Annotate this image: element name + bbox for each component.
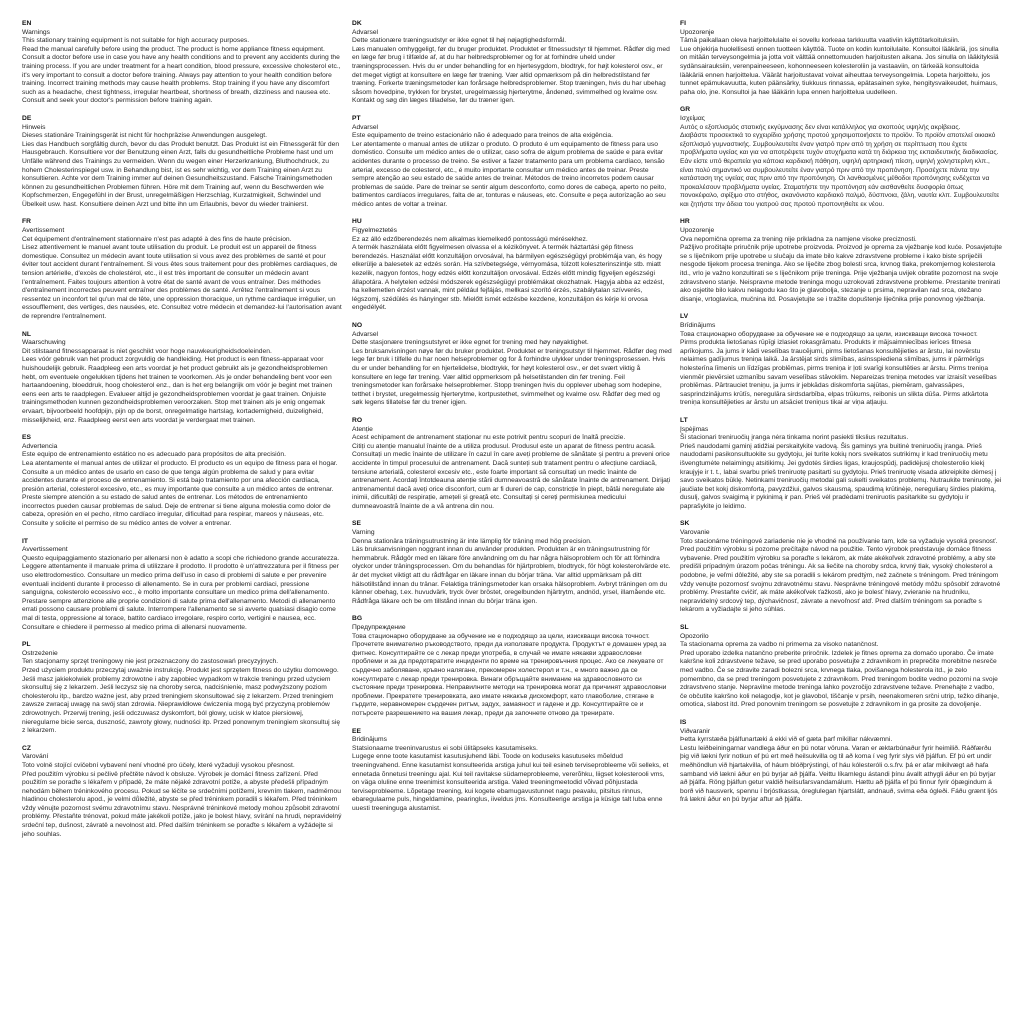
warning-text: Ta stacionarna oprema za vadbo ni primerna za visoko natančnost. Pred uporabo izdelka natančno preberite priročnik. Izdelek je fitnes oprema za domačo uporabo. Če imate kakršne koli zdravstvene težave, se pred uporabo posvetujte z zdravnikom in preprečite morebitne nesreče med vadbo. Če se zdravite zaradi bolezni srca, krvnega tlaka, povišanega holesterola itd., je zelo pomembno, da se pred treningom posvetujete z zdravnikom. Pred treningom bodite vedno pozorni na svoje zdravstveno stanje. Nepravilne metode treninga lahko povzročijo zdravstvene težave. Prenehajte z vadbo, če občutite kakršno koli nelagodje, kot je glavobol, tiščanje v prsih, neenakomeren srčni utrip, težko dihanje, omotica, slabost itd. Pred ponovnim treningom se posvetujte z zdravnikom in ga prosite za dovoljenje.	[680, 641, 999, 709]
warning-section-en	[22, 20, 342, 106]
language-code: BG	[352, 615, 363, 623]
language-code: LV	[680, 313, 689, 321]
warning-section-es	[22, 434, 342, 529]
warning-text: Denna stationära träningsutrustning är inte lämplig för träning med hög precision. Läs bruksanvisningen noggrant innan du använder produkten. Produkten är en träningsutrustning för hemmabruk. Rådgör med en läkare före användning om du har några hälsoproblem och för att förhindra olyckor under träningsprocessen. Om du behandlas för hjärtproblem, blodtryck, för högt kolesterolvärde etc. är det mycket viktigt att du rådfrågar en läkare innan du börjar träna. Var alltid uppmärksam på ditt hälsotillstånd innan du tränar. Felaktiga träningsmetoder kan orsaka hälsoproblem. Avbryt träningen om du känner obehag, t.ex. huvudvärk, tryck över bröstet, oregelbunden hjärtrytm, andnöd, yrsel, illamående etc. Rådfråga läkare och be om tillstånd innan du börjar träna igen.	[352, 537, 671, 605]
warning-heading: Advarsel	[352, 28, 379, 36]
warning-text: Tämä paikallaan oleva harjoittelulaite ei sovellu korkeaa tarkkuutta vaativiin käyttötarkoituksiin. Lue ohjekirja huolellisesti ennen tuotteen käyttöä. Tuote on kodin kuntoilulaite. Konsultoi lääkäriä, jos sinulla on mitään terveysongelmia ja jotta voit välttää onnettomuuden harjoitusten aikana. Jos sinulla on lääkityksiä sydänsairauksiin, verenpaineeseen, kohonneeseen kolesteroliin ja vastaaviin, on tärkeää konsultoida lääkäriä ennen harjoittelua. Väärät harjoitustavat voivat aiheuttaa terveysongelmia. Lopeta harjoittelu, jos tunnet epämukavuutta, kuten päänsärky, tiukkuus rinnassa, epätasainen syke, hengitysvaikeudet, huimaus, paha olo, jne. Konsultoi ja hae lääkärin lupa ennen harjoittelua uudelleen.	[680, 37, 999, 96]
language-code: PL	[22, 641, 31, 649]
warning-text: Dette stationære træningsudstyr er ikke egnet til høj nøjagtighedsformål. Læs manualen omhyggeligt, før du bruger produktet. Produktet er fitnessudstyr til hjemmet. Rådfør dig med en læge før brug i tilfælde af, at du har helbredsproblemer og for at forhindre uheld under træningsprocessen. Hvis du er under behandling for en hjertesygdom, blodtryk, for højt kolesterol osv., er det meget vigtigt at konsultere en læge før træning. Vær altid opmærksom på din helbredstilstand før træning. Forkerte træningsmetoder kan forårsage helbredsproblemer. Stop træningen, hvis du har ubehag såsom hovedpine, trykken for brystet, uregelmæssig hjerterytme, åndenød, svimmelhed og kvalme osv. Kontakt og søg din læges tilladelse, før du træner igen.	[352, 37, 670, 105]
warning-section-gr	[680, 106, 1002, 209]
column-right	[680, 20, 1002, 814]
warning-heading: Avertissement	[22, 227, 65, 235]
warning-section-it	[22, 538, 342, 633]
warning-section-dk	[352, 20, 672, 106]
warning-text: Ova nepomična oprema za trening nije prikladna za namjene visoke preciznosti. Pažljivo pročitajte priručnik prije upotrebe proizvoda. Proizvod je oprema za vježbanje kod kuće. Posavjetujte se s liječnikom prije upotrebe u slučaju da imate bilo kakve zdravstvene probleme i kako biste spriječili nesgode tijekom procesa treninga. Ako se liječite zbog bolesti srca, krvnog tlaka, prekomjernog kolesterola itd., vrlo je važno konzultirati se s liječnikom prije treninga. Prije vježbanja uvijek obratite pozornost na svoje zdravstveno stanje. Neispravne metode treninga mogu uzrokovati zdravstvene probleme. Prestanite trenirati ako osjetite bilo kakvu nelagodu kao što je glavobolja, stezanje u prsima, nepravilan rad srca, otežano disanje, vrtoglavica, mučnina itd. Posavjetujte se i tražite dopuštenje liječnika prije ponovnog vježbanja.	[680, 235, 1002, 303]
warning-heading: Waarschuwing	[22, 339, 66, 347]
warning-section-bg	[352, 615, 672, 718]
warning-heading: Atenție	[352, 425, 373, 433]
warning-section-hu	[352, 218, 672, 313]
language-code: NL	[22, 330, 31, 338]
warning-text: This stationary training equipment is not suitable for high accuracy purposes. Read the manual carefully before using the product. The product is home appliance fitness equipment. Consult a doctor before use in case you have any health conditions and to prevent any accidents during the training process. If you are under treatment for a heart condition, blood pressure, excessive cholesterol etc., it's very important to consult a doctor before training. Always pay attention to your health condition before training. Incorrect training methods may cause health problems. Stop training if you have any discomfort such as a headache, chest tightness, irregular heartbeat, shortness of breath, dizziness and nausea etc. Consult and seek your doctor's permission before training again.	[22, 37, 341, 105]
language-code: SL	[680, 624, 689, 631]
language-code: HU	[352, 218, 362, 226]
warning-section-fr	[22, 218, 342, 321]
warning-heading: Figyelmeztetés	[352, 227, 397, 235]
warning-text: Това стационарно оборудване за обучение не е подходящо за цели, изискващи висока точност. Pirms produkta lietošanas rūpīgi izlasiet rokasgrāmatu. Produkts ir mājsaimniecības ierīces fitnesa aprīkojums. Ja jums ir kādi veselības traucējumi, pirms lietošanas konsultējieties ar ārstu, lai novērstu nelaimes gadījumus treniņa laikā. Ja ārstējat sirds slimības, asinsspiediena slimības, jums ir pārmērīgs holesterīna līmenis un līdzīgas problēmas, pirms treniņa ir ļoti svarīgi konsultēties ar ārstu. Pirms treniņa vienmēr pievērsiet uzmanību savam veselības stāvoklim. Nepareizas treniņa metodes var izraisīt veselības problēmas. Pārtrauciet treniņu, ja jums ir jebkādas diskomforta sajūtas, piemēram, galvassāpes, sasprindzinājums krūtīs, neregulāra sirdsdarbība, elpas trūkums, reibonis un slikta dūša. Pirms atkārtota treniņa konsultējieties ar ārstu un atsāciet treniņus tikai ar viņa atļauju.	[680, 330, 997, 407]
warning-heading: Bridinājums	[352, 736, 387, 744]
warning-section-sk	[680, 520, 1002, 615]
warning-heading: Advarsel	[352, 123, 379, 131]
language-code: SE	[352, 520, 361, 528]
column-middle	[352, 20, 672, 822]
warning-heading: Hinweis	[22, 123, 46, 131]
warning-text: Toto volně stojící cvičební vybavení není vhodné pro účely, které vyžadují vysokou přesnost. Před použitím výrobku si pečlivě přečtěte návod k obsluze. Výrobek je domácí fitness zařízení. Před použitím se poraďte s lékařem v případě, že máte nějaké zdravotní potíže, a abyste předešli případným nehodám během tréninkového procesu. Pokud se léčíte se srdečními potížemi, krevním tlakem, nadměrnou hladinou cholesterolu apod., je velmi důležité, abyste se před tréninkem poradili s lékařem. Před tréninkem vždy věnujte pozornost svému zdravotnímu stavu. Nesprávné tréninkové metody mohou způsobit zdravotní problémy. Přestaňte trénovat, pokud máte jakékoli potíže, jako je bolest hlavy, svírání na hrudi, nepravidelný srdeční tep, dušnost, závratě a nevolnost atd. Před dalším tréninkem se poraďte s lékařem a vyžádejte si jeho souhlas.	[22, 761, 342, 838]
warning-section-lt	[680, 417, 1002, 512]
warning-text: Dette stasjonære treningsutstyret er ikke egnet for trening med høy nøyaktighet. Les bruksanvisningen nøye før du bruker produktet. Produktet er treningsutstyr til hjemmet. Rådfør deg med lege før bruk i tilfelle du har noen helseproblemer og for å forhindre ulykker under treningsprosessen. Hvis du er under behandling for en hjertelidelse, blodtrykk, for høyt kolesterol osv., er det svært viktig å konsultere en lege før trening. Vær alltid oppmerksom på helsetilstanden din før trening. Feil treningsmetoder kan forårsake helseproblemer. Stopp treningen hvis du opplever ubehag som hodepine, tetthet i brystet, uregelmessig hjerterytme, kortpustethet, svimmelhet og kvalme osv. Rådfør deg med og søk legens tillatelse før du trener igjen.	[352, 339, 672, 407]
warning-text: Ši stacionari treniruočių įranga nėra tinkama norint pasiekti tikslius rezultatus. Prieš naudodami gaminį atidžiai perskaitykite vadovą. Šis gaminys yra buitinė treniruočių įranga. Prieš naudodami pasikonsultuokite su gydytoju, jei turite kokių nors sveikatos sutrikimų ir kad treniruočių metu išvengtumėte nelaimingų atsitikimų. Jei gydotės širdies ligas, kraujospūdį, padidėjusį cholesterolio kiekį kraujyje ir t. t., labai svarbu prieš treniruotę pasitarti su gydytoju. Prieš treniruotę visada atkreipkite dėmesį į savo sveikatos būklę. Netinkami treniruočių metodai gali sukelti sveikatos problemų. Nutraukite treniruotę, jei jaučiate bet kokį diskomfortą, pavyzdžiui, galvos skausmą, spaudimą krūtinėje, nereguliarų širdies plakimą, dusulį, galvos svaigimą ir pykinimą ir pan. Prieš vėl pradėdami treniruotis pasitarkite su gydytoju ir paprašykite jo leidimo.	[680, 434, 1002, 510]
warning-section-hr	[680, 218, 1002, 304]
warning-text: Dieses stationäre Trainingsgerät ist nicht für hochpräzise Anwendungen ausgelegt. Lies das Handbuch sorgfältig durch, bevor du das Produkt benutzt. Das Produkt ist ein Fitnessgerät für den Hausgebrauch. Konsultiere vor der Benutzung einen Arzt, falls du gesundheitliche Probleme hast und um Unfälle während des Trainings zu vermeiden. Wenn du wegen einer Herzerkrankung, Bluthochdruck, zu hohem Cholesterinspiegel usw. in Behandlung bist, ist es sehr wichtig, vor dem Training einen Arzt zu konsultieren. Achte vor dem Training immer auf deinen Gesundheitszustand. Falsche Trainingsmethoden können zu gesundheitlichen Problemen führen. Höre mit dem Training auf, wenn du Beschwerden wie Kopfschmerzen, Engegefühl in der Brust, unregelmäßigen Herzschlag, Kurzatmigkeit, Schwindel und Übelkeit usw. hast. Konsultiere deinen Arzt und bitte ihn um Erlaubnis, bevor du wieder trainierst.	[22, 132, 340, 208]
warning-section-de	[22, 115, 342, 210]
warning-section-lv	[680, 313, 1002, 408]
warning-text: Questo equipaggiamento stazionario per allenarsi non è adatto a scopi che richiedono grande accuratezza. Leggere attentamente il manuale prima di utilizzare il prodotto. Il prodotto è un'attrezzatura per il fitness per uso elettrodomestico. Consultare un medico prima dell'uso in caso di problemi di salute e per prevenire eventuali incidenti durante il processo di allenamento. Se in cura per problemi cardiaci, pressione sanguigna, colesterolo eccessivo ecc., è molto importante consultare un medico prima dell'allenamento. Prestare sempre attenzione alle proprie condizioni di salute prima dell'allenamento. Metodi di allenamento errati possono causare problemi di salute. Interrompere l'allenamento se si avverte qualsiasi disagio come mal di testa, oppressione al torace, battito cardiaco irregolare, respiro corto, vertigini e nausea, ecc. Consultare e chiedere il permesso al medico prima di allenarsi nuovamente.	[22, 554, 340, 631]
column-left	[22, 20, 342, 848]
warning-heading: Warnings	[22, 28, 50, 36]
language-code: CZ	[22, 744, 31, 752]
warning-heading: Varovanie	[680, 529, 710, 537]
warning-text: Dit stilstaand fitnessapparaat is niet geschikt voor hoge nauwkeurigheidsdoeleinden. Lees vóór gebruik van het product zorgvuldig de handleiding. Het product is een fitness-apparaat voor huishoudelijk gebruik. Raadpleeg een arts voordat je het product gebruikt als je gezondheidsproblemen hebt, om eventuele ongelukken tijdens het trainen te voorkomen. Als je onder behandeling bent voor een hartaandoening, bloeddruk, hoog cholesterol enz., dan is het erg belangrijk om vóór je begint met trainen eens een arts te raadplegen. Evalueer altijd je gezondheidsproblemen voordat je gaat trainen. Onjuiste trainingsmethoden kunnen gezondheidsproblemen veroorzaken. Stop met trainen als je enig ongemak ervaart, bijvoorbeeld hoofdpijn, pijn op de borst, onregelmatige hartslag, kortademigheid, duizeligheid, misselijkheid, enz. Raadpleeg eerst een arts voordat je verdergaat met trainen.	[22, 347, 333, 424]
warning-text: Cet équipement d'entraînement stationnaire n'est pas adapté à des fins de haute précision. Lisez attentivement le manuel avant toute utilisation du produit. Le produit est un appareil de fitness domestique. Consultez un médecin avant toute utilisation si vous avez des problèmes de santé et pour éviter tout accident durant l'entraînement. Si vous êtes sous traitement pour des problèmes cardiaques, de tension artérielle, d'excès de cholestérol, etc., il est très important de consulter un médecin avant l'entraînement. Faites toujours attention à votre état de santé avant de vous entraîner. Des méthodes d'entraînement incorrectes peuvent entraîner des problèmes de santé. Arrêtez l'entraînement si vous ressentez un inconfort tel qu'un mal de tête, une oppression thoracique, un rythme cardiaque irrégulier, un essoufflement, des vertiges, des nausées, etc. Consultez votre médecin et demandez-lui l'autorisation avant de reprendre l'entraînement.	[22, 235, 342, 320]
warning-section-fi	[680, 20, 1002, 97]
warning-section-cz	[22, 745, 342, 840]
warning-section-sl	[680, 624, 1002, 710]
language-code: EN	[22, 20, 32, 27]
warning-heading: Предупреждение	[352, 624, 406, 631]
warning-heading: Advarsel	[352, 330, 379, 338]
language-code: IT	[22, 537, 28, 545]
warning-heading: Opozorilo	[680, 632, 709, 640]
warning-text: Este equipamento de treino estacionário não é adequado para treinos de alta exigência. Ler atentamente o manual antes de utilizar o produto. O produto é um equipamento de fitness para uso doméstico. Consulte um médico antes de o utilizar, caso sofra de algum problema de saúde e para evitar acidentes durante o processo de treino. Se estiver a fazer tratamento para um problema cardíaco, tensão arterial, excesso de colesterol, etc., é muito importante consultar um médico antes de treinar. Preste sempre atenção ao seu estado de saúde antes de treinar. Métodos de treino incorretos podem causar problemas de saúde. Pare de treinar se sentir algum desconforto, como dores de cabeça, aperto no peito, batimentos cardíacos irregulares, falta de ar, tonturas e náuseas, etc. Consulte e peça autorização ao seu médico antes de voltar a treinar.	[352, 132, 667, 208]
warning-section-pt	[352, 115, 672, 210]
language-code: PT	[352, 114, 361, 122]
warning-section-nl	[22, 331, 342, 426]
warning-heading: Viðvaranir	[680, 727, 710, 735]
warning-section-is	[680, 719, 1002, 805]
warning-text: Este equipo de entrenamiento estático no es adecuado para propósitos de alta precisión. Lea atentamente el manual antes de utilizar el producto. El producto es un equipo de fitness para el hogar. Consulte a un médico antes de usarlo en caso de que tenga algún problema de salud y para evitar accidentes durante el proceso de entrenamiento. Si está bajo tratamiento por una afección cardíaca, presión arterial, colesterol excesivo, etc., es muy importante que consulte a un médico antes de entrenar. Preste siempre atención a su estado de salud antes de entrenar. Los métodos de entrenamiento incorrectos pueden causar problemas de salud. Deje de entrenar si tiene alguna molestia como dolor de cabeza, opresión en el pecho, ritmo cardíaco irregular, dificultad para respirar, mareos y náuseas, etc. Consulte y solicite el permiso de su médico antes de volver a entrenar.	[22, 451, 338, 528]
warning-text: Αυτός ο εξοπλισμός στατικής εκγύμνασης δεν είναι κατάλληλος για σκοπούς υψηλής ακρίβειας. Διαβάστε προσεκτικά το εγχειρίδιο χρήσης προτού χρησιμοποιήσετε το προϊόν. Το προϊόν αποτελεί οικιακό εξοπλισμό γυμναστικής. Συμβουλευτείτε έναν γιατρό πριν από τη χρήση σε περίπτωση που έχετε προβλήματα υγείας και για να αποτρέψετε τυχόν ατυχήματα κατά τη διάρκεια της εκπαιδευτικής διαδικασίας. Εάν είστε υπό θεραπεία για κάποια καρδιακή πάθηση, υψηλή αρτηριακή πίεση, υψηλή χοληστερίνη κλπ., είναι πολύ σημαντικό να συμβουλευτείτε έναν γιατρό πριν από την προπόνηση. Προσέχετε πάντα την κατάσταση της υγείας σας πριν από την προπόνηση. Οι λανθασμένες μέθοδοι προπόνησης ενδέχεται να προκαλέσουν προβλήματα υγείας. Σταματήστε την προπόνηση εάν αισθανθείτε δυσφορία όπως πονοκέφαλο, σφίξιμο στο στήθος, ακανόνιστο καρδιακό παλμό, δύσπνοια, ζάλη, ναυτία κλπ. Συμβουλευτείτε και ζητήστε την άδεια του γιατρού σας προτού προπονηθείτε εκ νέου.	[680, 123, 1000, 208]
language-code: ES	[22, 434, 31, 442]
language-code: EE	[352, 727, 361, 735]
warning-heading: Įspėjimas	[680, 425, 709, 433]
warning-section-ro	[352, 417, 672, 512]
warning-heading: Brīdinājums	[680, 322, 716, 329]
language-code: DK	[352, 20, 362, 27]
language-code: FI	[680, 20, 686, 27]
warning-text: Ten stacjonarny sprzęt treningowy nie jest przeznaczony do zastosowań precyzyjnych. Przed użyciem produktu przeczytaj uważnie instrukcję. Produkt jest sprzętem fitness do użytku domowego. Jeśli masz jakiekolwiek problemy zdrowotne i aby zapobiec wypadkom w trakcie treningu przed użyciem skonsultuj się z lekarzem. Jeśli leczysz się na choroby serca, nadciśnienie, masz podwyższony poziom cholesterolu itp., bardzo ważne jest, aby przed treningiem skonsultować się z lekarzem. Przed treningiem zawsze zwracaj uwagę na swój stan zdrowia. Nieprawidłowe ćwiczenia mogą być przyczyną problemów zdrowotnych. Przerwij trening, jeśli odczuwasz dyskomfort, ból głowy, ucisk w klatce piersiowej, nieregularne bicie serca, duszność, zawroty głowy, nudności itp. Przed ponownym treningiem skonsultuj się z lekarzem.	[22, 658, 341, 735]
warning-text: Toto stacionárne tréningové zariadenie nie je vhodné na používanie tam, kde sa vyžaduje vysoká presnosť. Pred použitím výrobku si pozorne prečítajte návod na použitie. Tento výrobok predstavuje domáce fitness vybavenie. Pred použitím výrobku sa poraďte s lekárom, ak máte akékoľvek zdravotné problémy, a aby ste predišli prípadným úrazom počas tréningu. Ak sa liečite na choroby srdca, krvný tlak, vysoký cholesterol a podobne, je veľmi dôležité, aby ste sa poradili s lekárom predtým, než začnete s tréningom. Pred tréningom vždy venujte pozornosť svojmu zdravotnému stavu. Nesprávne tréningové metódy môžu spôsobiť zdravotné problémy. Prestaňte cvičiť, ak máte akékoľvek ťažkosti, ako je bolesť hlavy, zvieranie na hrudníku, nepravidelný srdcový tep, dýchavičnosť, závrate a nevoľnosť atď. Pred ďalším tréningom sa poraďte s lekárom a vyžiadajte si jeho súhlas.	[680, 537, 1001, 614]
language-code: GR	[680, 106, 691, 114]
language-code: FR	[22, 218, 31, 226]
warning-heading: Ισχείμας	[680, 114, 705, 122]
warning-text: Ez az álló edzőberendezés nem alkalmas kiemelkedő pontosságú mérésekhez. A termék használata előtt figyelmesen olvassa el a kézikönyvet. A termék háztartási gép fitness berendezés. Használat előtt konzultáljon orvosával, ha bármilyen egészségügyi problémája van, és hogy elkerülje a balesetek az edzés során. Ha szívbetegsége, vérnyomása, túlzott koleszterinszintje stb. miatt kezelik, nagyon fontos, hogy edzés előtt konzultáljon orvosával. Edzés előtt mindig figyeljen egészségi állapotára. A helytelen edzési módszerek egészségügyi problémákat okozhatnak. Hagyja abba az edzést, ha kellemetlen érzést vannak, mint például fejfájás, mellkasi szorító érzés, szabálytalan szívverés, légszomj, szédülés és hányinger stb. Mielőtt ismét edzésbe kezdene, konzultáljon és kérje ki orvosa engedélyét.	[352, 235, 665, 312]
language-code: IS	[680, 718, 687, 726]
warning-text: Statsionaarne treeninvarustus ei sobi ülitäpseks kasutamiseks. Lugege enne toote kasutamist kasutusjuhend läbi. Toode on koduseks kasutuseks mõeldud treeningvahend. Enne kasutamist konsulteerida arstiga juhul kui teil esineb terviseprobleeme või selleks, et ennetada õnnetusi treeningu ajal. Kui teil ravitakse südameprobleeme, vererõhku, liigset kolesterooli vms, on väga oluline enne treenimist konsulteerida arstiga. Valed treeningmeetodid võivad põhjustada terviseprobleeme. Lõpetage treening, kui kogete ebamugavustunnet nagu peavalu, pitsitus rinnus, ebaregulaarne puls, hingeldamine, pearinglus, iiveldus jms. Konsulteerige arstiga ja küsige talt luba enne uuesti treeninguga alustamist.	[352, 744, 669, 812]
warning-heading: Varning	[352, 529, 375, 537]
language-code: SK	[680, 520, 690, 528]
warning-section-pl	[22, 641, 342, 736]
language-code: RO	[352, 416, 363, 424]
warning-heading: Upozorenje	[680, 227, 715, 235]
language-code: NO	[352, 322, 363, 329]
warning-heading: Advertencia	[22, 442, 58, 450]
language-code: LT	[680, 416, 688, 424]
warning-heading: Varování	[22, 753, 49, 761]
language-code: HR	[680, 218, 690, 226]
warning-section-ee	[352, 728, 672, 814]
warning-section-no	[352, 322, 672, 408]
warning-text: Acest echipament de antrenament staționar nu este potrivit pentru scopuri de înaltă precizie. Citiți cu atenție manualul înainte de a utiliza produsul. Produsul este un aparat de fitness pentru acasă. Consultați un medic înainte de utilizare în cazul în care aveți probleme de sănătate și pentru a preveni orice accidente în timpul procesului de antrenament. Dacă sunteți sub tratament pentru o afecțiune cardiacă, tensiune arterială, colesterol excesiv etc., este foarte important să consultați un medic înainte de antrenament. Acordați întotdeauna atenție stării dumneavoastră de sănătate înainte de antrenament. Dirijați antrenamentul dacă aveți orice disconfort, cum ar fi dureri de cap, constricție în piept, bătăi neregulate ale inimii, dificultăți de respirație, amețeli și greață etc. Consultați și cereți permisiunea medicului dumneavoastră înainte de a vă antrena din nou.	[352, 434, 671, 510]
warning-heading: Ostrzeżenie	[22, 649, 58, 657]
warning-text: Þetta kyrrstæða þjálfunartæki á ekki við ef gæta þarf mikillar nákvæmni. Lestu leiðbeiningarnar vandlega áður en þú notar vöruna. Varan er æktarbúnaður fyrir heimilið. Ráðfærðu þig við lækni fyrir notkun ef þú ert með heilsukvilla og til að koma í veg fyrir slys við þjálfun. Ef þú ert undir meðhöndlun við hjartakvilla, of háum blóðþrýstingi, of háu kólesteróli o.s.frv. þá er afar mikilvægt að hafa samband við lækni áður en þú byrjar að þjálfa. Veittu líkamlegu ástandi þínu ávallt athygli áður en þú byrjar að þjálfa. Röng þjálfun getur valdið heilsufarsvandamálum. Hættu að þjálfa ef þú finnur fyrir óþægindum á borð við hausverk, spennu í brjóstkassa, óreglulegan hjartslátt, andnauð, svima eða ógleði. Fáðu grænt ljós frá lækni áður en þú byrjar aftur að þjálfa.	[680, 736, 998, 804]
warning-section-se	[352, 520, 672, 606]
warning-text: Това стационарно оборудване за обучение не е подходящо за цели, изискващи висока точност. Прочетете внимателно ръководството, преди да използвате продукта. Продуктът е домашен уред за фитнес. Консултирайте се с лекар преди употреба, в случай че имате някакви здравословни проблеми и за да предотвратите инциденти по време на тренировъчния процес. Ако се лекувате от сърдечно заболяване, кръвно налягане, прекомерен холестерол и т.н., е много важно да се консултирате с лекар преди тренировка. Винаги обръщайте внимание на здравословното си състояние преди тренировка. Неправилните методи на тренировка могат да причинят здравословни проблеми. Прекратете тренировката, ако имате някакъв дискомфорт, като главоболие, стягане в гърдите, неравномерен сърдечен ритъм, задух, замаяност и гадене и др. Консултирайте се и потърсете разрешението на вашия лекар, преди да започнете отново да тренирате.	[352, 632, 667, 717]
language-code: DE	[22, 114, 32, 122]
warning-heading: Upozorenje	[680, 28, 715, 36]
warning-heading: Avvertissement	[22, 546, 68, 554]
